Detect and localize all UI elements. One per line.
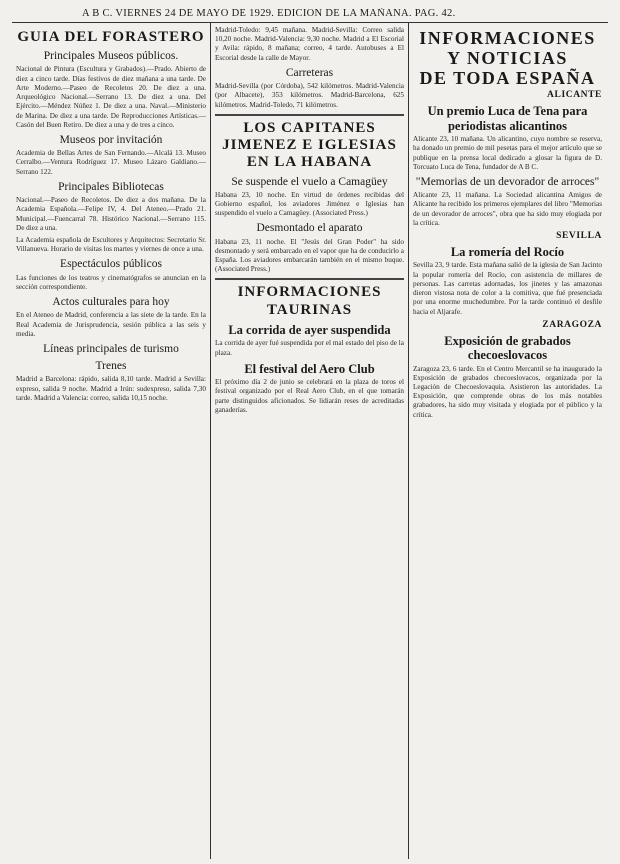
festival-subheading: El festival del Aero Club — [244, 361, 375, 376]
column-1 — [12, 23, 210, 859]
location-zaragoza: ZARAGOZA — [542, 319, 602, 330]
vuelo-text: Habana 23, 10 noche. En virtud de órdenes recibidas del Gobierno español, los aviadores Jiménez e Iglesias han suspendido el vuelo a Camagüey. (Associated Press.) — [215, 190, 404, 218]
lineas-text: Madrid a Barcelona: rápido, salida 8,10 tarde. Madrid a Sevilla: expreso, salida 9 noche. Madrid a Irún: sudexpreso, salida 7,30 tarde. Madrid a Valencia: correo, salida 10,15 noche. — [16, 375, 206, 402]
museos-heading: Principales Museos públicos. — [43, 50, 179, 63]
aparato-text: Habana 23, 11 noche. El "Jesús del Gran Poder" ha sido desmontado y será embarcado en el vapor que ha de conducirlo a España. Los aviadores embarcarán también en el mismo buque. (Associated Press.) — [215, 237, 404, 274]
academia-text: La Academia española de Escultores y Arquitectos: Secretario Sr. Villanueva. Horario de visitas los martes y viernes de once a una. — [16, 235, 206, 254]
aparato-subheading: Desmontado el aparato — [256, 222, 363, 235]
festival-text: El próximo día 2 de junio se celebrará en la plaza de toros el festival organizado por el Real Aero Club, en el que tomarán parte distinguidos aficionados. Se lidiarán reses de acreditadas ganaderías. — [215, 378, 404, 414]
column-2 — [210, 23, 408, 859]
vuelo-subheading: Se suspende el vuelo a Camagüey — [231, 175, 388, 188]
columns — [12, 23, 608, 859]
informaciones-title — [413, 29, 602, 88]
premio-text: Alicante 23, 10 mañana. Un alicantino, cuyo nombre se reserva, ha donado un premio de mil pesetas para el mejor artículo que se publique en la prensa local dedicado a glosar la figura de D. Torcuato Luca de Tena, fundador de A B C. — [413, 135, 602, 171]
guide-title: GUIA DEL FORASTERO — [17, 29, 205, 45]
actos-heading: Actos culturales para hoy — [52, 296, 170, 309]
taurinas-headline: INFORMACIONES TAURINAS — [237, 284, 382, 318]
invitacion-heading: Museos por invitación — [59, 134, 163, 146]
divider — [215, 114, 404, 116]
column-3 — [408, 23, 606, 859]
corrida-subheading: La corrida de ayer suspendida — [228, 322, 391, 337]
premio-subheading: Un premio Luca de Tena para periodistas alicantinos — [427, 104, 588, 133]
bibliotecas-heading: Principales Bibliotecas — [58, 180, 164, 193]
title-line-3: DE TODA ESPAÑA — [419, 67, 596, 88]
exposicion-subheading: Exposición de grabados checoeslovacos — [444, 333, 571, 363]
exposicion-text: Zaragoza 23, 6 tarde. En el Centro Mercantil se ha inaugurado la Exposición de grabados checoeslovacos, organizada por la Legación de Checoeslovaquia. Asistieron las autoridades. La Exposición, que comprende obras de los más notables grabadores, ha sido muy visitada y elogiada por el público y la crítica. — [413, 364, 602, 419]
lineas-heading: Líneas principales de turismo — [43, 342, 179, 355]
header-text: A B C. VIERNES 24 DE MAYO DE 1929. EDICION DE LA MAÑANA. PAG. 42. — [82, 8, 456, 19]
title-line-1: INFORMACIONES — [419, 28, 596, 48]
bibliotecas-text: Nacional.—Paseo de Recoletos. De diez a dos mañana. De la Academia Española.—Felipe IV, 4. Del Ateneo.—Prado 21. Municipal.—Fuencarral 78. Histórico Nacional.—Serrano 115. De diez a una. — [16, 196, 206, 232]
divider — [215, 278, 404, 280]
location-sevilla: SEVILLA — [556, 231, 602, 242]
title-line-2: Y NOTICIAS — [447, 47, 568, 68]
romeria-subheading: La romería del Rocío — [450, 245, 565, 260]
actos-text: En el Ateneo de Madrid, conferencia a las siete de la tarde. En la Real Academia de Jurisprudencia, sesión pública a las seis y media. — [16, 311, 206, 338]
capitanes-headline: LOS CAPITANES JIMENEZ E IGLESIAS EN LA HABANA — [222, 119, 397, 171]
location-alicante: ALICANTE — [547, 90, 602, 101]
memorias-subheading: "Memorias de un devorador de arroces" — [415, 176, 600, 189]
espectaculos-heading: Espectáculos públicos — [60, 258, 162, 271]
espectaculos-text: Las funciones de los teatros y cinematógrafos se anuncian en la sección correspondiente. — [16, 273, 206, 291]
corrida-text: La corrida de ayer fué suspendida por el mal estado del piso de la plaza. — [215, 339, 404, 357]
museos-text: Nacional de Pintura (Escultura y Grabados).—Prado. Abierto de diez a cinco tarde. Días festivos de diez mañana a una tarde. De Arte Moderno.—Paseo de Recoletos 20. De diez a una. Arqueológico Nacional.—Serrano 13. De diez a una. Del Ejército.—Méndez Núñez 1. De diez a una. Naval.—Ministerio de Marina. De diez a una tarde. De Reproducciones Artísticas.—Casón del Buen Retiro. De diez a una y de tres a cinco. — [16, 65, 206, 129]
memorias-text: Alicante 23, 11 mañana. La Sociedad alicantina Amigos de Alicante ha recibido los primeros ejemplares del libro "Memorias de un devorador de arroces", obra que ha sido muy elogiada por la crítica. — [413, 191, 602, 227]
invitacion-text: Academia de Bellas Artes de San Fernando.—Alcalá 13. Museo Cerralbo.—Ventura Rodríguez 17. Museo Lázaro Galdiano.—Serrano 122. — [16, 149, 206, 176]
carreteras-heading: Carreteras — [285, 66, 334, 79]
page-header — [12, 8, 608, 23]
lineas-subheading: Trenes — [95, 360, 127, 373]
transport-text: Madrid-Toledo: 9,45 mañana. Madrid-Sevilla: Correo salida 10,20 noche. Madrid-Valencia: 9,30 noche. Madrid a El Escorial y Avila: rápido, 8 mañana; correo, 4 tarde. Autobuses a El Escorial desde la calle de Mayor. — [215, 26, 404, 62]
carreteras-text: Madrid-Sevilla (por Córdoba), 542 kilómetros. Madrid-Valencia (por Albacete), 353 kilómetros. Madrid-Barcelona, 625 kilómetros. Madrid-Toledo, 71 kilómetros. — [215, 82, 404, 109]
romeria-text: Sevilla 23, 9 tarde. Esta mañana salió de la iglesia de San Jacinto la popular romería del Rocío, con asistencia de millares de personas. Las carretas adornadas, los jinetes y las amazonas dieron vistosa nota de color a la comitiva, que fué presenciada por una enorme muchedumbre. Por la tarde continuó el desfile hacia el Aljarafe. — [413, 261, 602, 316]
